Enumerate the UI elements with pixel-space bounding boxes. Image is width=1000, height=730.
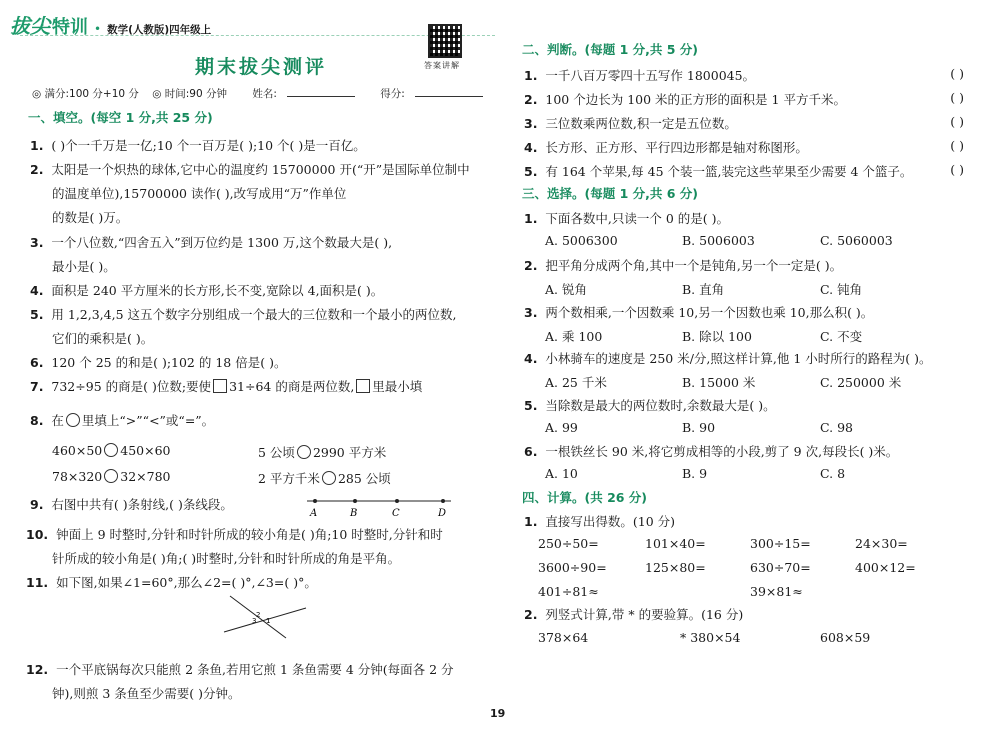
- choice-q1-a[interactable]: A. 5006300: [545, 233, 618, 248]
- calc-q1: 1. 直接写出得数。(10 分): [524, 514, 676, 529]
- page-title: 期末拔尖测评: [195, 56, 328, 78]
- brand-logo: 拔尖: [10, 14, 50, 38]
- fill-q11: 11. 如下图,如果∠1=60°,那么∠2=( )°,∠3=( )°。: [26, 575, 317, 590]
- choice-q6: 6. 一根铁丝长 90 米,将它剪成相等的小段,剪了 9 次,每段长( )米。: [524, 444, 899, 459]
- calc-item: 39×81≈: [750, 584, 803, 599]
- compare-circle[interactable]: [104, 443, 118, 457]
- name-label: 姓名:: [252, 88, 277, 100]
- compare-circle[interactable]: [297, 445, 311, 459]
- choice-q3-c[interactable]: C. 不变: [820, 329, 863, 344]
- exam-meta: [32, 86, 493, 101]
- calc-item: 24×30=: [855, 536, 908, 551]
- fill-q8-row1: 460×50 450×60: [52, 443, 171, 458]
- calc-item: 400×12=: [855, 560, 916, 575]
- fill-q3-line2: 最小是( )。: [52, 259, 116, 274]
- calc-item: 630÷70=: [750, 560, 811, 575]
- section-judge-title: 二、判断。(每题 1 分,共 5 分): [522, 42, 698, 57]
- fill-q2-line2: 的温度单位),15700000 读作( ),改写成用“万”作单位: [52, 186, 347, 201]
- time-limit: ◎ 时间:90 分钟: [152, 88, 228, 100]
- calc-item: 401÷81≈: [538, 584, 599, 599]
- fill-q8-row1b: 5 公顷 2990 平方米: [258, 445, 387, 460]
- point-label-a: A: [310, 508, 318, 518]
- fill-q8-row2: 78×320 32×780: [52, 469, 171, 484]
- calc-item: 3600÷90=: [538, 560, 607, 575]
- choice-q3: 3. 两个数相乘,一个因数乘 10,另一个因数也乘 10,那么积( )。: [524, 305, 874, 320]
- choice-q1: 1. 下面各数中,只读一个 0 的是( )。: [524, 211, 730, 226]
- choice-q3-a[interactable]: A. 乘 100: [545, 329, 603, 344]
- separator-dot: •: [94, 22, 102, 36]
- judge-answer-5[interactable]: ( ): [950, 162, 964, 177]
- choice-q2-c[interactable]: C. 钝角: [820, 282, 863, 297]
- score-label: 得分:: [380, 88, 405, 100]
- calc-item: 250÷50=: [538, 536, 599, 551]
- svg-text:2: 2: [256, 611, 261, 619]
- fill-q9: 9. 右图中共有( )条射线,( )条线段。: [30, 497, 233, 512]
- point-label-b: B: [350, 508, 358, 518]
- choice-q1-c[interactable]: C. 5060003: [820, 233, 893, 248]
- blank-box[interactable]: [213, 379, 227, 393]
- score-field[interactable]: [415, 87, 483, 97]
- compare-circle[interactable]: [322, 471, 336, 485]
- judge-q3: 3. 三位数乘两位数,积一定是五位数。: [524, 116, 737, 131]
- choice-q5-c[interactable]: C. 98: [820, 420, 853, 435]
- vertical-calc-2: * 380×54: [680, 630, 741, 645]
- section-fill-title: 一、填空。(每空 1 分,共 25 分): [28, 110, 213, 125]
- name-field[interactable]: [287, 87, 355, 97]
- section-choice-title: 三、选择。(每题 1 分,共 6 分): [522, 186, 698, 201]
- calc-item: 300÷15=: [750, 536, 811, 551]
- fill-q12-line2: 钟),则煎 3 条鱼至少需要( )分钟。: [52, 686, 241, 701]
- judge-answer-2[interactable]: ( ): [950, 90, 964, 105]
- fill-q6: 6. 120 个 25 的和是( );102 的 18 倍是( )。: [30, 355, 287, 370]
- fill-q10-line2: 针所成的较小角是( )角;( )时整时,分针和时针所成的角是平角。: [52, 551, 401, 566]
- calc-item: 101×40=: [645, 536, 706, 551]
- fill-q2-line3: 的数是( )万。: [52, 210, 129, 225]
- choice-q2-a[interactable]: A. 锐角: [545, 282, 587, 297]
- compare-circle[interactable]: [66, 413, 80, 427]
- choice-q5: 5. 当除数是最大的两位数时,余数最大是( )。: [524, 398, 776, 413]
- judge-q2: 2. 100 个边长为 100 米的正方形的面积是 1 平方千米。: [524, 92, 846, 107]
- point-label-c: C: [392, 508, 400, 518]
- choice-q2-b[interactable]: B. 直角: [682, 282, 725, 297]
- book-subtitle: 数学(人教版)四年级上: [107, 24, 212, 36]
- fill-q2: 2. 太阳是一个炽热的球体,它中心的温度约 15700000 开(“开”是国际单位制中: [30, 162, 470, 177]
- brand-logo-2: 特训: [52, 17, 88, 38]
- vertical-calc-1: 378×64: [538, 630, 589, 645]
- page-number: 19: [490, 707, 506, 720]
- fill-q10: 10. 钟面上 9 时整时,分针和时针所成的较小角是( )角;10 时整时,分针和时: [26, 527, 443, 542]
- point-label-d: D: [438, 508, 447, 518]
- choice-q6-b[interactable]: B. 9: [682, 466, 708, 481]
- choice-q4-a[interactable]: A. 25 千米: [545, 375, 607, 390]
- fill-q5: 5. 用 1,2,3,4,5 这五个数字分别组成一个最大的三位数和一个最小的两位数,: [30, 307, 457, 322]
- qr-code-icon[interactable]: [428, 24, 462, 58]
- fill-q4: 4. 面积是 240 平方厘米的长方形,长不变,宽除以 4,面积是( )。: [30, 283, 384, 298]
- calc-item: 125×80=: [645, 560, 706, 575]
- vertical-calc-3: 608×59: [820, 630, 871, 645]
- blank-box[interactable]: [356, 379, 370, 393]
- full-score: ◎ 满分:100 分+10 分: [32, 88, 139, 100]
- judge-q4: 4. 长方形、正方形、平行四边形都是轴对称图形。: [524, 140, 808, 155]
- choice-q6-c[interactable]: C. 8: [820, 466, 846, 481]
- choice-q5-a[interactable]: A. 99: [545, 420, 578, 435]
- judge-answer-4[interactable]: ( ): [950, 138, 964, 153]
- choice-q1-b[interactable]: B. 5006003: [682, 233, 755, 248]
- fill-q1: 1. ( )个一千万是一亿;10 个一百万是( );10 个( )是一百亿。: [30, 138, 366, 153]
- judge-q5: 5. 有 164 个苹果,每 45 个装一篮,装完这些苹果至少需要 4 个篮子。: [524, 164, 913, 179]
- calc-q2: 2. 列竖式计算,带 * 的要验算。(16 分): [524, 607, 744, 622]
- qr-label: 答案讲解: [424, 61, 460, 70]
- fill-q7: 7. 732÷95 的商是( )位数;要使 31÷64 的商是两位数, 里最小填: [30, 379, 423, 394]
- fill-q3: 3. 一个八位数,“四舍五入”到万位约是 1300 万,这个数最大是( ),: [30, 235, 393, 250]
- choice-q3-b[interactable]: B. 除以 100: [682, 329, 752, 344]
- judge-answer-1[interactable]: ( ): [950, 66, 964, 81]
- choice-q4-c[interactable]: C. 250000 米: [820, 375, 902, 390]
- svg-text:1: 1: [266, 617, 271, 625]
- angle-diagram: [222, 592, 312, 640]
- compare-circle[interactable]: [104, 469, 118, 483]
- svg-text:3: 3: [252, 617, 257, 625]
- fill-q8: 8. 在 里填上“>”“<”或“=”。: [30, 413, 215, 428]
- fill-q8-row2b: 2 平方千米 285 公顷: [258, 471, 391, 486]
- fill-q5-line2: 它们的乘积是( )。: [52, 331, 154, 346]
- choice-q4-b[interactable]: B. 15000 米: [682, 375, 756, 390]
- section-calc-title: 四、计算。(共 26 分): [522, 490, 648, 505]
- header-rule: [20, 35, 495, 36]
- choice-q6-a[interactable]: A. 10: [545, 466, 578, 481]
- choice-q5-b[interactable]: B. 90: [682, 420, 716, 435]
- choice-q4: 4. 小林骑车的速度是 250 米/分,照这样计算,他 1 小时所行的路程为( )。: [524, 351, 932, 366]
- ray-segment-diagram: [305, 492, 455, 518]
- judge-q1: 1. 一千八百万零四十五写作 1800045。: [524, 68, 756, 83]
- choice-q2: 2. 把平角分成两个角,其中一个是钝角,另一个一定是( )。: [524, 258, 843, 273]
- fill-q12: 12. 一个平底锅每次只能煎 2 条鱼,若用它煎 1 条鱼需要 4 分钟(每面各 2 分: [26, 662, 454, 677]
- judge-answer-3[interactable]: ( ): [950, 114, 964, 129]
